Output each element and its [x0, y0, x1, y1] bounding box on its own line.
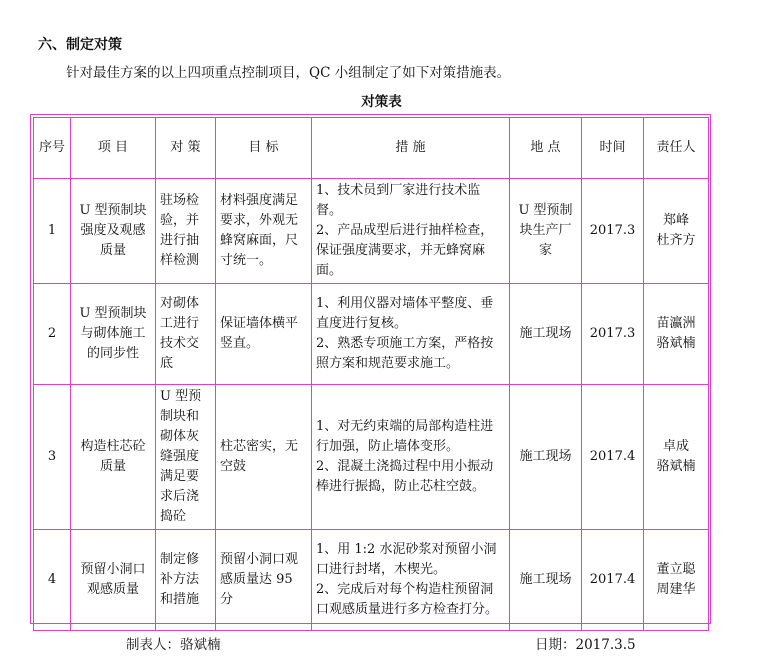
cell-place: 施工现场 — [510, 284, 582, 385]
cell-item: 构造柱芯砼质量 — [71, 385, 156, 530]
header-action: 措 施 — [312, 118, 510, 179]
cell-action: 1、技术员到厂家进行技术监督。 2、产品成型后进行抽样检查，保证强度满要求，并无蜂窝麻面。 — [312, 179, 510, 284]
header-time: 时间 — [582, 118, 644, 179]
cell-owner: 苗瀛洲 骆斌楠 — [644, 284, 709, 385]
section-heading: 六、制定对策 — [38, 37, 122, 53]
table-maker: 制表人：骆斌楠 — [126, 637, 221, 653]
cell-action: 1、用 1:2 水泥砂浆对预留小洞口进行封堵，木楔光。 2、完成后对每个构造柱预留洞口观感质量进行多方检查打分。 — [312, 530, 510, 631]
cell-place: 施工现场 — [510, 530, 582, 631]
cell-measure: 驻场检验，并进行抽样检测 — [156, 179, 216, 284]
header-seq: 序号 — [34, 118, 71, 179]
cell-goal: 材料强度满足要求，外观无蜂窝麻面，尺寸统一。 — [216, 179, 312, 284]
table-row — [34, 284, 709, 385]
cell-action: 1、利用仪器对墙体平整度、垂直度进行复核。 2、熟悉专项施工方案，严格按照方案和规范要求施工。 — [312, 284, 510, 385]
cell-time: 2017.3 — [582, 179, 644, 284]
cell-item: U 型预制块与砌体施工的同步性 — [71, 284, 156, 385]
cell-measure: U 型预制块和砌体灰缝强度满足要求后浇捣砼 — [156, 385, 216, 530]
header-place: 地 点 — [510, 118, 582, 179]
cell-action: 1、对无约束端的局部构造柱进行加强，防止墙体变形。 2、混凝土浇捣过程中用小振动棒进行振捣，防止芯柱空鼓。 — [312, 385, 510, 530]
cell-seq: 2 — [34, 284, 71, 385]
intro-text: 针对最佳方案的以上四项重点控制项目，QC 小组制定了如下对策措施表。 — [66, 65, 511, 81]
cell-item: 预留小洞口观感质量 — [71, 530, 156, 631]
cell-owner: 卓成 骆斌楠 — [644, 385, 709, 530]
table-date: 日期：2017.3.5 — [535, 637, 636, 653]
header-goal: 目 标 — [216, 118, 312, 179]
countermeasure-table-frame — [30, 114, 711, 624]
header-measure: 对 策 — [156, 118, 216, 179]
cell-item: U 型预制块强度及观感质量 — [71, 179, 156, 284]
table-row — [34, 385, 709, 530]
header-owner: 责任人 — [644, 118, 709, 179]
header-item: 项 目 — [71, 118, 156, 179]
table-row — [34, 530, 709, 631]
table-row — [34, 179, 709, 284]
cell-measure: 制定修补方法和措施 — [156, 530, 216, 631]
cell-goal: 保证墙体横平竖直。 — [216, 284, 312, 385]
cell-seq: 3 — [34, 385, 71, 530]
cell-time: 2017.4 — [582, 385, 644, 530]
cell-seq: 4 — [34, 530, 71, 631]
cell-goal: 预留小洞口观感质量达 95 分 — [216, 530, 312, 631]
header-row — [34, 118, 709, 179]
cell-place: U 型预制块生产厂家 — [510, 179, 582, 284]
cell-owner: 董立聪 周建华 — [644, 530, 709, 631]
cell-goal: 柱芯密实，无空鼓 — [216, 385, 312, 530]
cell-owner: 郑峰 杜齐方 — [644, 179, 709, 284]
table-caption: 对策表 — [361, 94, 402, 110]
cell-time: 2017.3 — [582, 284, 644, 385]
cell-seq: 1 — [34, 179, 71, 284]
cell-time: 2017.4 — [582, 530, 644, 631]
cell-measure: 对砌体工进行技术交底 — [156, 284, 216, 385]
countermeasure-table — [33, 117, 709, 631]
cell-place: 施工现场 — [510, 385, 582, 530]
